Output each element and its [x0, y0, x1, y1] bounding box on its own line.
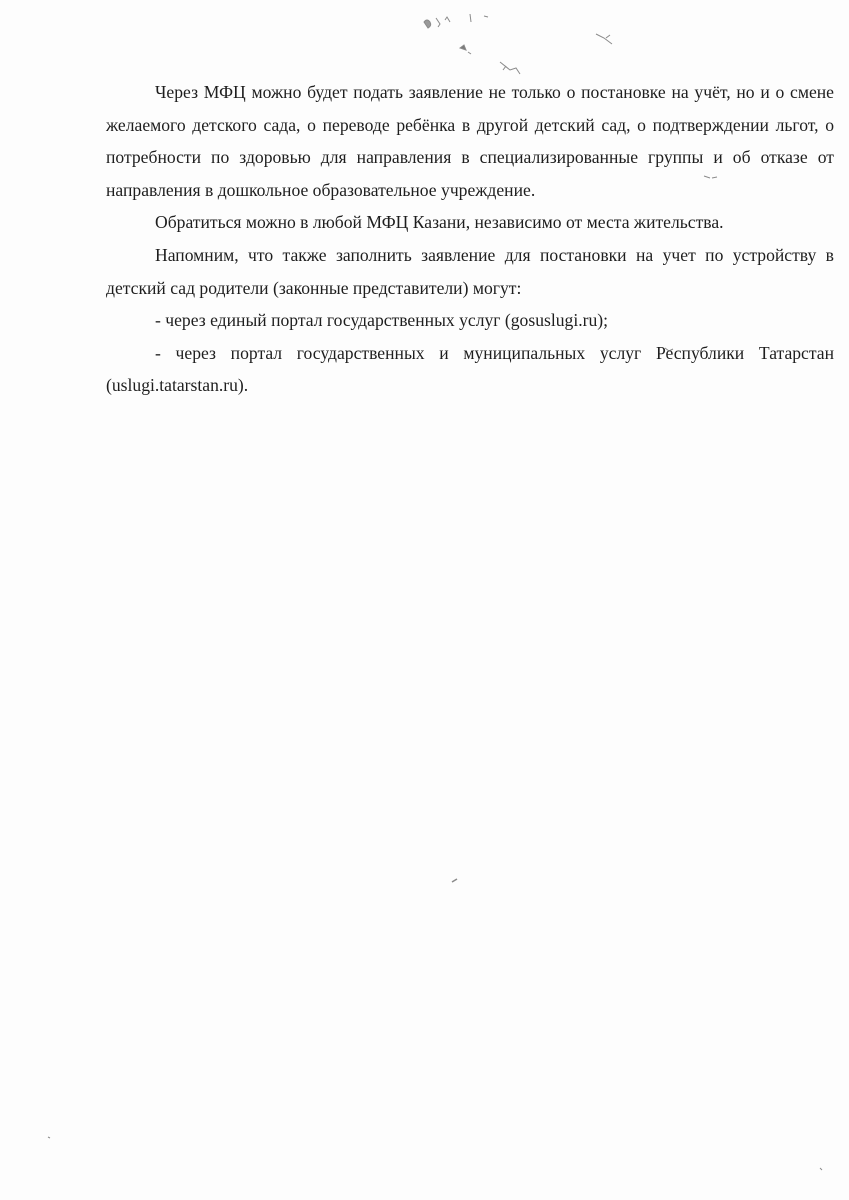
paragraph-mfc-applications: Через МФЦ можно будет подать заявление не только о постановке на учёт, но и о смене желаемого детского сада, о переводе ребёнка в другой детский сад, о подтверждении льгот, о потребности по здоровью для направления в специализированные группы и об отказе от направления в дошкольное образовательное учреждение.	[106, 82, 834, 200]
list-item-gosuslugi: - через единый портал государственных услуг (gosuslugi.ru);	[155, 310, 609, 331]
document-body	[106, 76, 834, 402]
list-item-uslugi-tatarstan: - через портал государственных и муниципальных услуг Республики Татарстан (uslugi.tatarstan.ru).	[106, 342, 834, 396]
paragraph-any-mfc-kazan: Обратиться можно в любой МФЦ Казани, независимо от места жительства.	[155, 212, 724, 233]
paragraph-online-options-intro: Напомним, что также заполнить заявление для постановки на учет по устройству в детский сад родители (законные представители) могут:	[106, 244, 834, 298]
